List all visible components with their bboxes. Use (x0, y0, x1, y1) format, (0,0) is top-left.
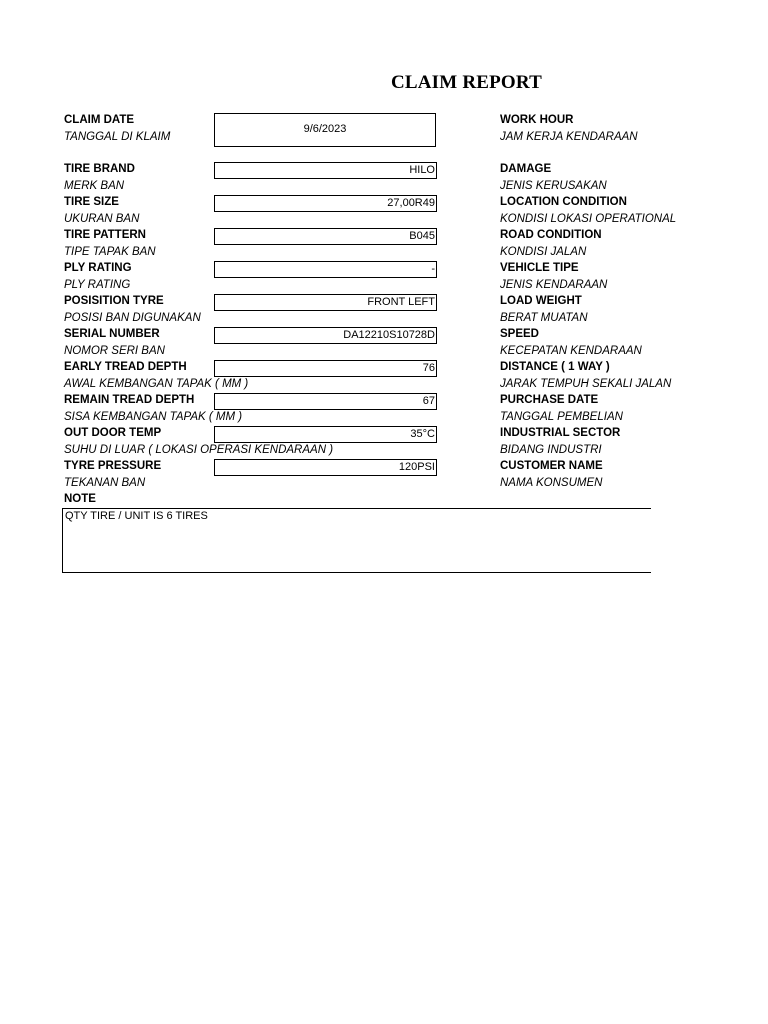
claim-date-value: 9/6/2023 (214, 113, 436, 147)
damage-label: DAMAGE (500, 163, 552, 175)
load-weight-label: LOAD WEIGHT (500, 295, 582, 307)
tire-size-value: 27,00R49 (214, 195, 437, 212)
customer-name-label: CUSTOMER NAME (500, 460, 603, 472)
tire-pattern-label: TIRE PATTERN (64, 229, 146, 241)
ply-rating-sublabel: PLY RATING (64, 279, 131, 291)
tire-pattern-sublabel: TIPE TAPAK BAN (64, 246, 156, 258)
remain-tread-depth-value: 67 (214, 393, 437, 410)
outdoor-temp-value: 35°C (214, 426, 437, 443)
tire-brand-sublabel: MERK BAN (64, 180, 125, 192)
work-hour-label: WORK HOUR (500, 114, 574, 126)
page-title: CLAIM REPORT (390, 72, 543, 93)
ply-rating-label: PLY RATING (64, 262, 132, 274)
note-text: QTY TIRE / UNIT IS 6 TIRES (65, 510, 208, 522)
tire-size-sublabel: UKURAN BAN (64, 213, 140, 225)
tyre-pressure-sublabel: TEKANAN BAN (64, 477, 146, 489)
claim-date-sublabel: TANGGAL DI KLAIM (64, 131, 171, 143)
speed-label: SPEED (500, 328, 539, 340)
tire-pattern-value: B045 (214, 228, 437, 245)
speed-sublabel: KECEPATAN KENDARAAN (500, 345, 642, 357)
ply-rating-value: - (214, 261, 437, 278)
customer-name-sublabel: NAMA KONSUMEN (500, 477, 603, 489)
position-tyre-value: FRONT LEFT (214, 294, 437, 311)
tire-brand-value: HILO (214, 162, 437, 179)
industrial-sector-sublabel: BIDANG INDUSTRI (500, 444, 602, 456)
tire-size-label: TIRE SIZE (64, 196, 119, 208)
serial-number-value: DA12210S10728D (214, 327, 437, 344)
note-label: NOTE (64, 493, 96, 505)
tyre-pressure-label: TYRE PRESSURE (64, 460, 162, 472)
early-tread-depth-value: 76 (214, 360, 437, 377)
claim-date-label: CLAIM DATE (64, 114, 135, 126)
note-box (62, 508, 651, 573)
road-condition-sublabel: KONDISI JALAN (500, 246, 587, 258)
location-condition-label: LOCATION CONDITION (500, 196, 627, 208)
purchase-date-sublabel: TANGGAL PEMBELIAN (500, 411, 623, 423)
vehicle-type-sublabel: JENIS KENDARAAN (500, 279, 608, 291)
serial-number-sublabel: NOMOR SERI BAN (64, 345, 165, 357)
distance-label: DISTANCE ( 1 WAY ) (500, 361, 610, 373)
work-hour-sublabel: JAM KERJA KENDARAAN (500, 131, 638, 143)
serial-number-label: SERIAL NUMBER (64, 328, 160, 340)
load-weight-sublabel: BERAT MUATAN (500, 312, 588, 324)
position-tyre-sublabel: POSISI BAN DIGUNAKAN (64, 312, 201, 324)
purchase-date-label: PURCHASE DATE (500, 394, 599, 406)
position-tyre-label: POSISITION TYRE (64, 295, 164, 307)
road-condition-label: ROAD CONDITION (500, 229, 602, 241)
industrial-sector-label: INDUSTRIAL SECTOR (500, 427, 621, 439)
vehicle-type-label: VEHICLE TIPE (500, 262, 579, 274)
location-condition-sublabel: KONDISI LOKASI OPERATIONAL (500, 213, 677, 225)
outdoor-temp-sublabel: SUHU DI LUAR ( LOKASI OPERASI KENDARAAN ) (64, 444, 334, 456)
tire-brand-label: TIRE BRAND (64, 163, 135, 175)
damage-sublabel: JENIS KERUSAKAN (500, 180, 607, 192)
tyre-pressure-value: 120PSI (214, 459, 437, 476)
early-tread-depth-label: EARLY TREAD DEPTH (64, 361, 187, 373)
early-tread-depth-sublabel: AWAL KEMBANGAN TAPAK ( MM ) (64, 378, 249, 390)
distance-sublabel: JARAK TEMPUH SEKALI JALAN (500, 378, 672, 390)
remain-tread-depth-sublabel: SISA KEMBANGAN TAPAK ( MM ) (64, 411, 243, 423)
outdoor-temp-label: OUT DOOR TEMP (64, 427, 162, 439)
remain-tread-depth-label: REMAIN TREAD DEPTH (64, 394, 195, 406)
